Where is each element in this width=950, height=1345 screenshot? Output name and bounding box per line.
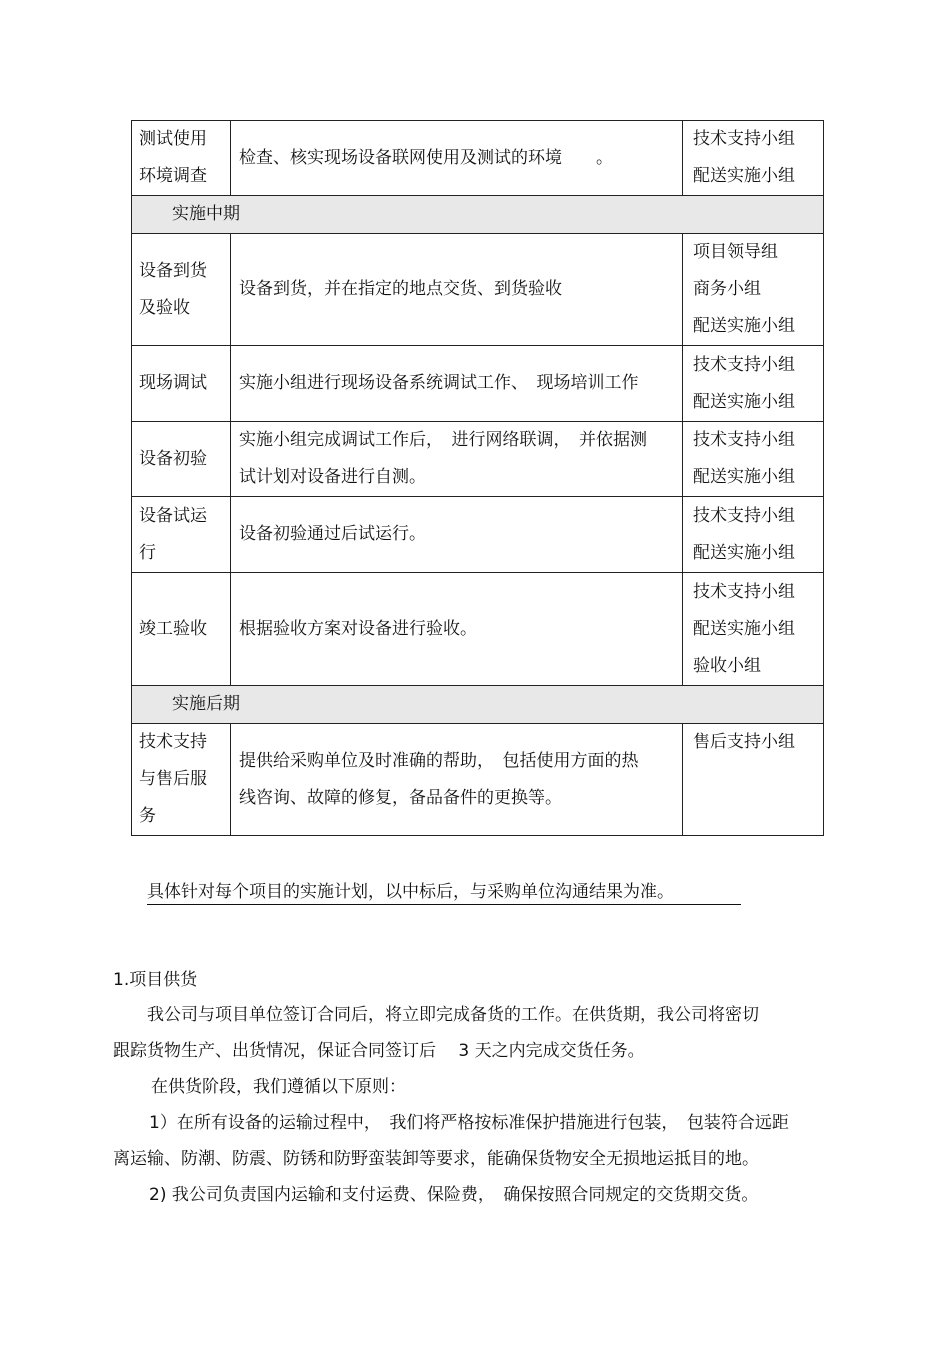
description-text (231, 422, 682, 496)
stage-name (132, 441, 230, 478)
phase-row (132, 196, 824, 234)
description-line: 提供给采购单位及时准确的帮助， 包括使用方面的热 (239, 750, 639, 771)
table-row (132, 234, 824, 346)
table-row (132, 121, 824, 196)
stage-name (132, 611, 230, 648)
description-cell (231, 497, 683, 573)
description-line: 线咨询、故障的修复，备品备件的更换等。 (239, 787, 562, 808)
team-item: 配送实施小组 (693, 542, 795, 563)
stage-name-line: 设备到货 (139, 260, 207, 281)
paragraph-1: 我公司与项目单位签订合同后，将立即完成备货的工作。在供货期，我公司将密切 (147, 1005, 759, 1025)
team-item: 配送实施小组 (693, 391, 795, 412)
team-list (683, 234, 823, 345)
stage-name-line: 现场调试 (139, 373, 207, 393)
paragraph-6: 2) 我公司负责国内运输和支付运费、保险费， 确保按照合同规定的交货期交货。 (149, 1185, 759, 1205)
team-cell (683, 497, 824, 573)
stage-cell (132, 497, 231, 573)
stage-name-line: 竣工验收 (139, 618, 207, 639)
team-list (683, 574, 823, 685)
stage-name-line: 及验收 (139, 297, 190, 318)
stage-name (132, 724, 230, 835)
phase-label: 实施后期 (172, 694, 240, 714)
team-list (683, 121, 823, 195)
team-item: 配送实施小组 (693, 166, 795, 186)
phase-cell (132, 686, 824, 724)
description-text (231, 140, 682, 177)
stage-name-line: 务 (139, 806, 156, 826)
description-text (231, 365, 682, 402)
stage-cell (132, 573, 231, 686)
description-cell (231, 573, 683, 686)
stage-name-line: 测试使用 (139, 129, 207, 149)
description-cell (231, 422, 683, 497)
description-line: 设备初验通过后试运行。 (239, 524, 426, 544)
description-cell (231, 121, 683, 196)
team-item: 商务小组 (693, 279, 761, 299)
team-cell (683, 573, 824, 686)
table-row (132, 724, 824, 836)
description-text (231, 271, 682, 308)
stage-name-line: 与售后服 (139, 769, 207, 789)
stage-cell (132, 346, 231, 422)
description-line: 实施小组进行现场设备系统调试工作、 现场培训工作 (239, 373, 639, 393)
stage-name-line: 环境调查 (139, 166, 207, 186)
description-text (231, 611, 682, 648)
team-item: 技术支持小组 (693, 129, 795, 149)
stage-cell (132, 121, 231, 196)
table-row (132, 497, 824, 573)
description-text (231, 743, 682, 817)
team-list (683, 498, 823, 572)
description-cell (231, 346, 683, 422)
stage-name-line: 设备试运 (139, 505, 207, 526)
team-item: 技术支持小组 (693, 581, 795, 602)
team-cell (683, 422, 824, 497)
phase-row (132, 686, 824, 724)
team-list (683, 422, 823, 496)
description-line: 根据验收方案对设备进行验收。 (239, 618, 477, 639)
plan-note: 具体针对每个项目的实施计划，以中标后，与采购单位沟通结果为准。 (147, 880, 741, 905)
description-text (231, 516, 682, 553)
team-item: 配送实施小组 (693, 618, 795, 639)
team-item: 配送实施小组 (693, 467, 795, 487)
section-heading: 1.项目供货 (113, 970, 198, 990)
stage-name-line: 技术支持 (139, 732, 207, 752)
phase-label: 实施中期 (172, 204, 240, 224)
team-cell (683, 121, 824, 196)
table-row (132, 346, 824, 422)
implementation-plan-table (131, 120, 824, 836)
stage-name (132, 498, 230, 572)
team-list (683, 347, 823, 421)
paragraph-5: 离运输、防潮、防震、防锈和防野蛮装卸等要求，能确保货物安全无损地运抵目的地。 (113, 1149, 759, 1169)
team-item: 验收小组 (693, 655, 761, 676)
team-item: 配送实施小组 (693, 316, 795, 336)
stage-name (132, 121, 230, 195)
team-item: 技术支持小组 (693, 354, 795, 375)
stage-name (132, 253, 230, 327)
team-item: 售后支持小组 (693, 732, 795, 752)
stage-cell (132, 422, 231, 497)
team-list (683, 724, 823, 761)
team-cell (683, 346, 824, 422)
phase-cell (132, 196, 824, 234)
paragraph-4: 1）在所有设备的运输过程中， 我们将严格按标准保护措施进行包装， 包装符合远距 (149, 1113, 789, 1133)
team-item: 技术支持小组 (693, 430, 795, 450)
table-row (132, 422, 824, 497)
table-row (132, 573, 824, 686)
description-line: 实施小组完成调试工作后， 进行网络联调， 并依据测 (239, 430, 647, 450)
team-cell (683, 234, 824, 346)
paragraph-2: 跟踪货物生产、出货情况，保证合同签订后 3 天之内完成交货任务。 (113, 1041, 645, 1061)
stage-name-line: 行 (139, 542, 156, 563)
team-cell (683, 724, 824, 836)
description-cell (231, 234, 683, 346)
team-item: 项目领导组 (693, 242, 778, 262)
description-line: 试计划对设备进行自测。 (239, 467, 426, 487)
stage-cell (132, 724, 231, 836)
description-line: 设备到货，并在指定的地点交货、到货验收 (239, 279, 562, 299)
stage-cell (132, 234, 231, 346)
description-line: 检查、核实现场设备联网使用及测试的环境 。 (239, 147, 613, 168)
team-item: 技术支持小组 (693, 505, 795, 526)
paragraph-3: 在供货阶段，我们遵循以下原则： (151, 1077, 406, 1097)
stage-name-line: 设备初验 (139, 448, 207, 469)
description-cell (231, 724, 683, 836)
stage-name (132, 365, 230, 402)
supply-section (113, 963, 843, 1213)
